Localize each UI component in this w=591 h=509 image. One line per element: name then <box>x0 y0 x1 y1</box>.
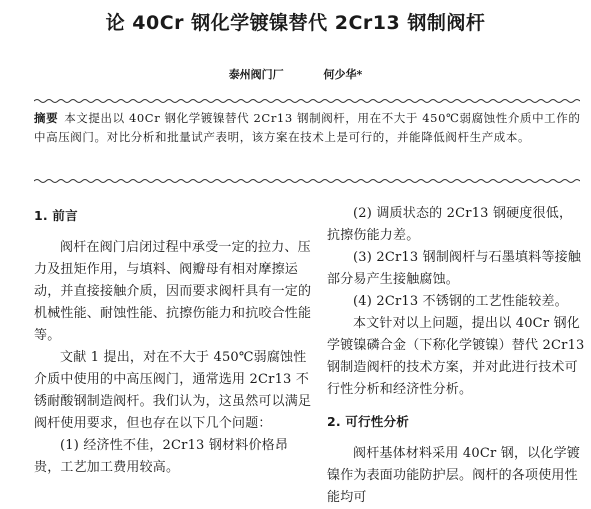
paragraph: (2) 调质状态的 2Cr13 钢硬度很低，抗擦伤能力差。 <box>327 206 573 243</box>
left-column <box>34 205 312 479</box>
section-heading-feasibility: 2. 可行性分析 <box>327 414 409 429</box>
abstract-label: 摘要 <box>34 111 59 125</box>
paragraph: 本文针对以上问题，提出以 40Cr 钢化学镀镍磷合金（下称化学镀镍）替代 2Cr13 钢制造阀杆的技术方案，并对此进行技术可行性分析和经济性分析。 <box>327 316 585 397</box>
paragraph: 文献 1 提出，对在不大于 450℃弱腐蚀性介质中使用的中高压阀门，通常选用 2Cr13 不锈耐酸钢制造阀杆。我们认为，这虽然可以满足阀杆使用要求，但也存在以下几个问题： <box>34 350 312 431</box>
paragraph: 阀杆基体材料采用 40Cr 钢，以化学镀镍作为表面功能防护层。阀杆的各项使用性能均可 <box>327 446 580 505</box>
right-column <box>327 203 585 509</box>
abstract-text: 本文提出以 40Cr 钢化学镀镍替代 2Cr13 钢制阀杆，用在不大于 450℃弱腐蚀性介质中工作的中高压阀门。对比分析和批量试产表明，该方案在技术上是可行的，并能降低阀杆生产成本。 <box>34 111 581 144</box>
paper-title: 论 40Cr 钢化学镀镍替代 2Cr13 钢制阀杆 <box>105 12 486 34</box>
paragraph: 阀杆在阀门启闭过程中承受一定的拉力、压力及扭矩作用，与填料、阀瓣母有相对摩擦运动，并直接接触介质，因而要求阀杆具有一定的机械性能、耐蚀性能、抗擦伤能力和抗咬合性能等。 <box>34 240 312 343</box>
paragraph: (3) 2Cr13 钢制阀杆与石墨填料等接触部分易产生接触腐蚀。 <box>327 250 582 287</box>
affiliation: 泰州阀门厂 <box>228 68 284 81</box>
paragraph: (1) 经济性不佳，2Cr13 钢材料价格昂贵，工艺加工费用较高。 <box>34 438 289 475</box>
byline <box>0 66 591 82</box>
paragraph: (4) 2Cr13 不锈钢的工艺性能较差。 <box>353 294 568 309</box>
author-name: 何少华* <box>323 68 363 81</box>
abstract-block <box>34 109 586 147</box>
wavy-rule-bottom <box>34 178 580 184</box>
section-heading-intro: 1. 前言 <box>34 208 78 223</box>
wavy-rule-top <box>34 98 580 104</box>
